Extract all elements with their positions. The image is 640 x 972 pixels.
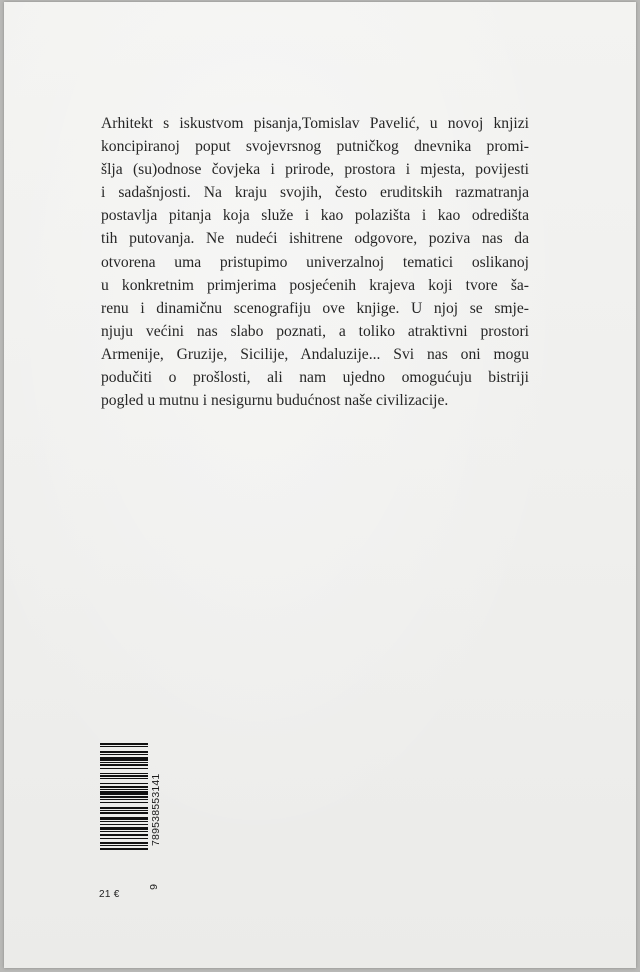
blurb-line: i sadašnjosti. Na kraju svojih, često eruditskih razmatranja <box>101 184 529 202</box>
barcode-digits: 789538553141 <box>150 773 162 847</box>
blurb-line: renu i dinamičnu scenografiju ove knjige. U njoj se smje- <box>101 299 529 317</box>
barcode-bar <box>100 757 148 760</box>
barcode-bar <box>100 845 148 846</box>
barcode-bar <box>100 754 148 755</box>
barcode-bar <box>100 812 148 814</box>
barcode-bar <box>100 824 148 825</box>
barcode-bar <box>100 796 148 798</box>
isbn-barcode <box>100 743 170 890</box>
barcode-bar <box>100 817 148 820</box>
barcode-bar <box>100 773 148 774</box>
barcode-number <box>150 743 164 877</box>
blurb-line: tih putovanja. Ne nudeći ishitrene odgovore, poziva nas da <box>101 230 529 248</box>
barcode-bar <box>100 786 148 788</box>
blurb-line: šlja (su)odnose čovjeka i prirode, prostora i mjesta, povijesti <box>101 161 529 179</box>
barcode-bar <box>100 831 148 832</box>
blurb-line: Arhitekt s iskustvom pisanja,Tomislav Pavelić, u novoj knjizi <box>101 115 529 132</box>
barcode-bar <box>100 764 148 766</box>
barcode-lead-digit: 9 <box>147 884 160 890</box>
barcode-bar <box>100 838 148 839</box>
barcode-bar <box>100 802 148 803</box>
blurb-line: koncipiranoj poput svojevrsnog putničkog dnevnika promi- <box>101 138 529 156</box>
barcode-bar <box>100 751 148 753</box>
barcode-bar <box>100 746 148 747</box>
barcode-bar <box>100 783 148 784</box>
back-cover <box>4 2 636 968</box>
barcode-bar <box>100 778 148 779</box>
barcode-bars <box>100 743 148 877</box>
barcode-bar <box>100 834 148 836</box>
barcode-bar <box>100 789 148 790</box>
blurb-line: u konkretnim primjerima posjećenih krajeva koji tvore ša- <box>101 276 529 294</box>
barcode-bar <box>100 799 148 800</box>
barcode-bar <box>100 743 148 745</box>
barcode-bar <box>100 848 148 850</box>
blurb-line: podučiti o prošlosti, ali nam ujedno omogućuju bistriji <box>101 369 529 387</box>
blurb-line: otvorena uma pristupimo univerzalnoj tematici oslikanoj <box>101 253 529 271</box>
barcode-bar <box>100 842 148 844</box>
blurb-line: Armenije, Gruzije, Sicilije, Andaluzije... Svi nas oni mogu <box>101 345 529 363</box>
barcode-bar <box>100 827 148 830</box>
barcode-bar <box>100 768 148 769</box>
barcode-bar <box>100 821 148 822</box>
barcode-bar <box>100 791 148 794</box>
book-blurb <box>101 112 529 412</box>
blurb-line: pogled u mutnu i nesigurnu budućnost naše civilizacije. <box>101 392 449 410</box>
blurb-line: postavlja pitanja koja služe i kao polazišta i kao odredišta <box>101 207 529 225</box>
barcode-bar <box>100 762 148 763</box>
barcode-bar <box>100 775 148 777</box>
blurb-line: njuju većini nas slabo poznati, a toliko atraktivni prostori <box>101 322 529 340</box>
barcode-bar <box>100 810 148 811</box>
price-label: 21 € <box>99 889 120 900</box>
barcode-bar <box>100 807 148 809</box>
